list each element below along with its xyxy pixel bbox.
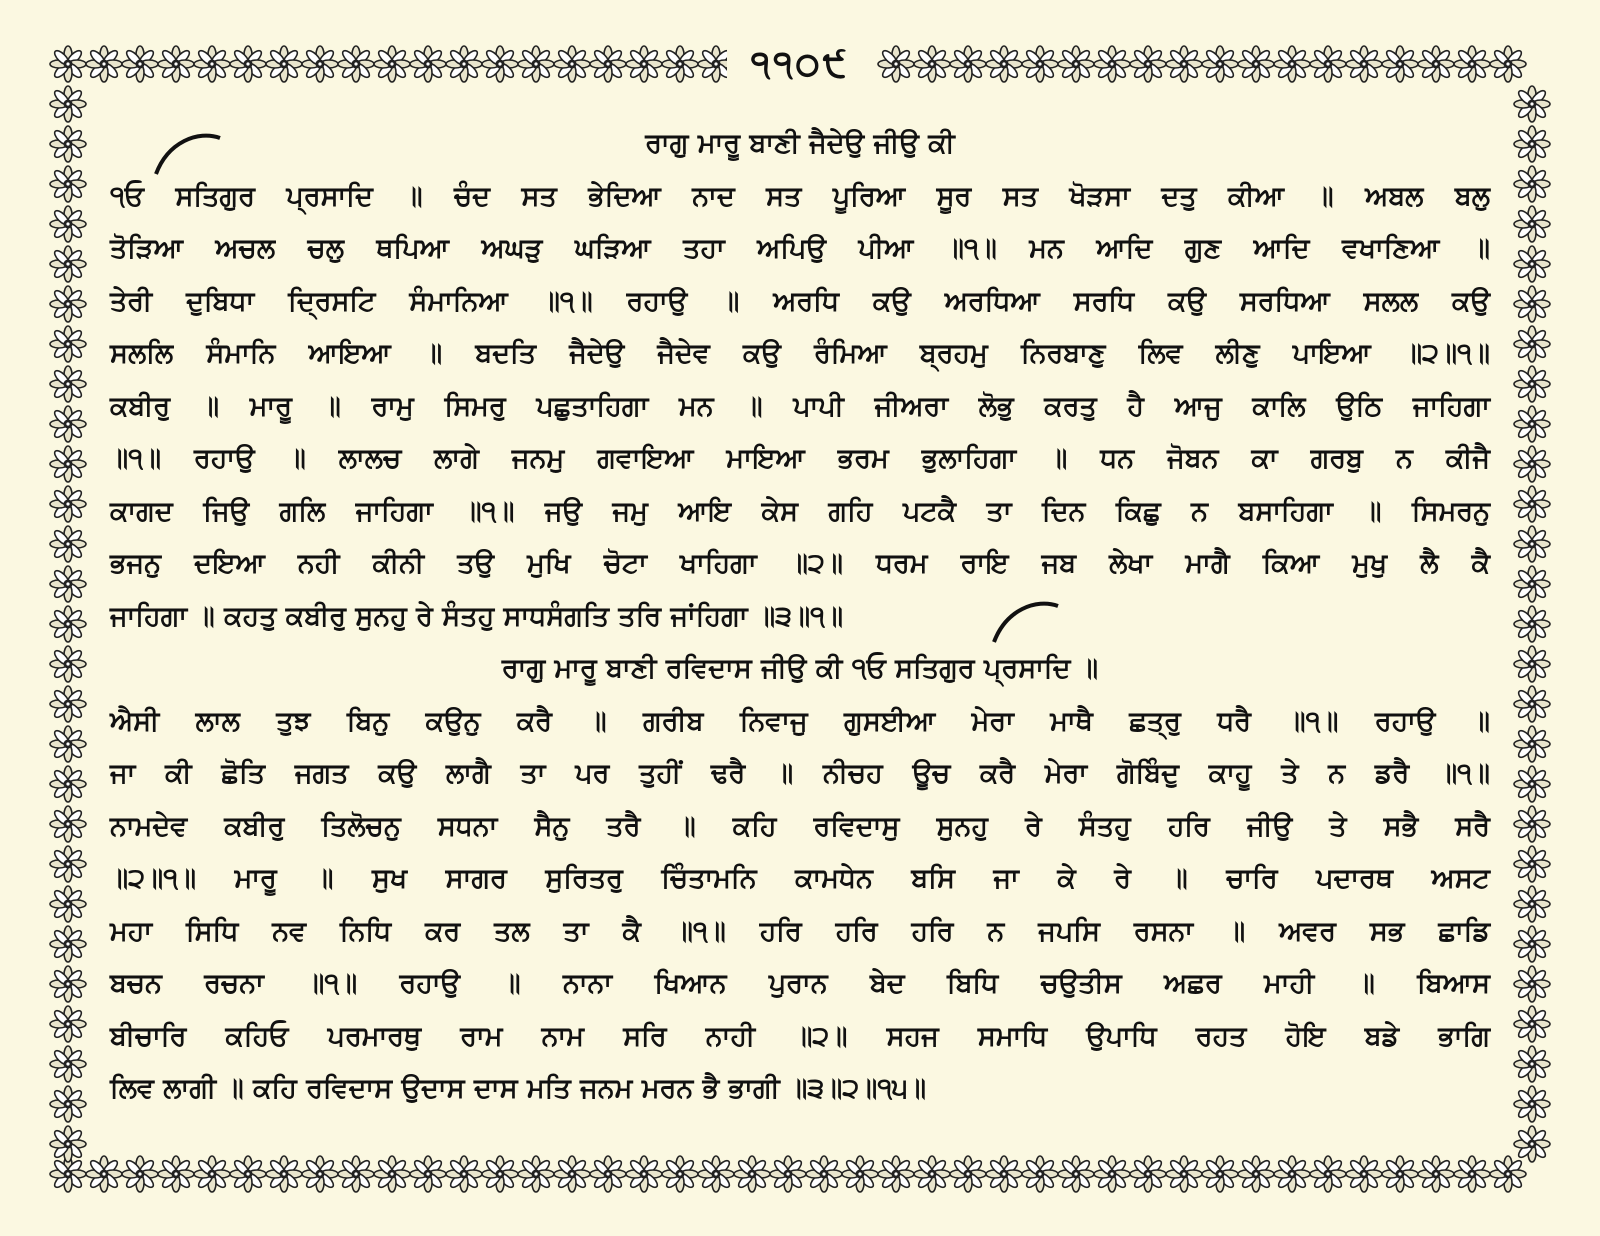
flower-ornament-icon	[86, 1156, 122, 1192]
flower-ornament-icon	[1514, 86, 1550, 122]
flower-ornament-icon	[590, 1156, 626, 1192]
flower-ornament-icon	[50, 1086, 86, 1122]
flower-ornament-icon	[50, 326, 86, 362]
flower-ornament-icon	[50, 926, 86, 962]
flower-ornament-icon	[1514, 1126, 1550, 1162]
flower-ornament-icon	[1310, 1156, 1346, 1192]
flower-ornament-icon	[50, 126, 86, 162]
flower-ornament-icon	[1514, 846, 1550, 882]
verse-line: ਸਲਲਿ ਸੰਮਾਨਿ ਆਇਆ ॥ ਬਦਤਿ ਜੈਦੇਉ ਜੈਦੇਵ ਕਉ ਰੰਮਿਆ ਬ੍ਰਹਮੁ ਨਿਰਬਾਣੁ ਲਿਵ ਲੀਣੁ ਪਾਇਆ ॥੨॥੧॥	[110, 338, 1490, 369]
flower-ornament-icon	[50, 766, 86, 802]
flower-ornament-icon	[1418, 1156, 1454, 1192]
flower-ornament-icon	[482, 1156, 518, 1192]
flower-ornament-icon	[1490, 1156, 1526, 1192]
flower-ornament-icon	[1454, 1156, 1490, 1192]
flower-ornament-icon	[1346, 1156, 1382, 1192]
flower-ornament-icon	[50, 1006, 86, 1042]
verse-line: ਬਚਨ ਰਚਨਾ ॥੧॥ ਰਹਾਉ ॥ ਨਾਨਾ ਖਿਆਨ ਪੁਰਾਨ ਬੇਦ ਬਿਧਿ ਚਉਤੀਸ ਅਛਰ ਮਾਹੀ ॥ ਬਿਆਸ	[110, 968, 1490, 999]
flower-ornament-icon	[878, 1156, 914, 1192]
flower-ornament-icon	[950, 1156, 986, 1192]
flower-ornament-icon	[1514, 606, 1550, 642]
flower-ornament-icon	[1202, 1156, 1238, 1192]
flower-ornament-icon	[1514, 1046, 1550, 1082]
flower-ornament-icon	[1058, 1156, 1094, 1192]
verse-line: ਕਾਗਦ ਜਿਉ ਗਲਿ ਜਾਹਿਗਾ ॥੧॥ ਜਉ ਜਮੁ ਆਇ ਕੇਸ ਗਹਿ ਪਟਕੈ ਤਾ ਦਿਨ ਕਿਛੁ ਨ ਬਸਾਹਿਗਾ ॥ ਸਿਮਰਨੁ	[110, 495, 1490, 527]
verse-line: ॥੨॥੧॥ ਮਾਰੂ ॥ ਸੁਖ ਸਾਗਰ ਸੁਰਿਤਰੁ ਚਿੰਤਾਮਨਿ ਕਾਮਧੇਨ ਬਸਿ ਜਾ ਕੇ ਰੇ ॥ ਚਾਰਿ ਪਦਾਰਥ ਅਸਟ	[110, 863, 1490, 894]
verse-line: ਲਿਵ ਲਾਗੀ ॥ ਕਹਿ ਰਵਿਦਾਸ ਉਦਾਸ ਦਾਸ ਮਤਿ ਜਨਮ ਮਰਨ ਭੈ ਭਾਗੀ ॥੩॥੨॥੧੫॥	[110, 1073, 927, 1104]
verse-line: ॥੧॥ ਰਹਾਉ ॥ ਲਾਲਚ ਲਾਗੇ ਜਨਮੁ ਗਵਾਇਆ ਮਾਇਆ ਭਰਮ ਭੁਲਾਹਿਗਾ ॥ ਧਨ ਜੋਬਨ ਕਾ ਗਰਬੁ ਨ ਕੀਜੈ	[110, 443, 1490, 474]
flower-ornament-icon	[1238, 1156, 1274, 1192]
verse-line: ਬੀਚਾਰਿ ਕਹਿਓ ਪਰਮਾਰਥੁ ਰਾਮ ਨਾਮ ਸਰਿ ਨਾਹੀ ॥੨॥ ਸਹਜ ਸਮਾਧਿ ਉਪਾਧਿ ਰਹਤ ਹੋਇ ਬਡੇ ਭਾਗਿ	[110, 1020, 1490, 1052]
flower-ornament-icon	[374, 1156, 410, 1192]
flower-ornament-icon	[1514, 446, 1550, 482]
verse-line: ੧ਓ ਸਤਿਗੁਰ ਪ੍ਰਸਾਦਿ ॥ ਚੰਦ ਸਤ ਭੇਦਿਆ ਨਾਦ ਸਤ ਪੂਰਿਆ ਸੂਰ ਸਤ ਖੋੜਸਾ ਦਤੁ ਕੀਆ ॥ ਅਬਲ ਬਲੁ	[110, 180, 1490, 212]
verse-line: ਜਾ ਕੀ ਛੋਤਿ ਜਗਤ ਕਉ ਲਾਗੈ ਤਾ ਪਰ ਤੁਹੀਂ ਢਰੈ ॥ ਨੀਚਹ ਊਚ ਕਰੈ ਮੇਰਾ ਗੋਬਿੰਦੁ ਕਾਹੂ ਤੇ ਨ ਡਰੈ ॥੧॥	[110, 758, 1490, 789]
flower-ornament-icon	[50, 286, 86, 322]
flower-ornament-icon	[1514, 166, 1550, 202]
flower-ornament-icon	[50, 686, 86, 722]
flower-ornament-icon	[1514, 1006, 1550, 1042]
ik-onkar-arc-icon	[988, 596, 1068, 646]
flower-ornament-icon	[626, 1156, 662, 1192]
flower-ornament-icon	[914, 1156, 950, 1192]
section-heading-ravidas: ਰਾਗੁ ਮਾਰੂ ਬਾਣੀ ਰਵਿਦਾਸ ਜੀਉ ਕੀ ੧ਓ ਸਤਿਗੁਰ ਪ੍ਰਸਾਦਿ ॥	[501, 653, 1099, 684]
flower-ornament-icon	[194, 1156, 230, 1192]
flower-ornament-icon	[50, 846, 86, 882]
flower-ornament-icon	[1514, 566, 1550, 602]
flower-ornament-icon	[554, 1156, 590, 1192]
flower-ornament-icon	[1514, 206, 1550, 242]
flower-ornament-icon	[338, 1156, 374, 1192]
flower-ornament-icon	[1514, 806, 1550, 842]
flower-ornament-icon	[1514, 366, 1550, 402]
text-body	[110, 118, 1490, 1116]
flower-ornament-icon	[50, 86, 86, 122]
flower-ornament-icon	[662, 1156, 698, 1192]
flower-ornament-icon	[1514, 1086, 1550, 1122]
flower-ornament-icon	[1514, 286, 1550, 322]
flower-ornament-icon	[50, 886, 86, 922]
flower-ornament-icon	[50, 566, 86, 602]
flower-ornament-icon	[410, 1156, 446, 1192]
verse-line: ਭਜਨੁ ਦਇਆ ਨਹੀ ਕੀਨੀ ਤਉ ਮੁਖਿ ਚੋਟਾ ਖਾਹਿਗਾ ॥੨॥ ਧਰਮ ਰਾਇ ਜਬ ਲੇਖਾ ਮਾਗੈ ਕਿਆ ਮੁਖੁ ਲੈ ਕੈ	[110, 548, 1490, 579]
flower-ornament-icon	[50, 526, 86, 562]
flower-ornament-icon	[50, 246, 86, 282]
flower-ornament-icon	[518, 1156, 554, 1192]
flower-ornament-icon	[1514, 486, 1550, 522]
flower-ornament-icon	[50, 1126, 86, 1162]
ik-onkar-arc-icon	[150, 128, 230, 178]
flower-ornament-icon	[1514, 886, 1550, 922]
flower-ornament-icon	[446, 1156, 482, 1192]
flower-ornament-icon	[1382, 1156, 1418, 1192]
verse-line: ਕਬੀਰੁ ॥ ਮਾਰੂ ॥ ਰਾਮੁ ਸਿਮਰੁ ਪਛੁਤਾਹਿਗਾ ਮਨ ॥ ਪਾਪੀ ਜੀਅਰਾ ਲੋਭੁ ਕਰਤੁ ਹੈ ਆਜੁ ਕਾਲਿ ਉਠਿ ਜਾਹਿਗਾ	[110, 390, 1490, 422]
flower-ornament-icon	[50, 806, 86, 842]
flower-ornament-icon	[158, 1156, 194, 1192]
flower-ornament-icon	[1514, 526, 1550, 562]
flower-ornament-icon	[1022, 1156, 1058, 1192]
verse-line: ਮਹਾ ਸਿਧਿ ਨਵ ਨਿਧਿ ਕਰ ਤਲ ਤਾ ਕੈ ॥੧॥ ਹਰਿ ਹਰਿ ਹਰਿ ਨ ਜਪਸਿ ਰਸਨਾ ॥ ਅਵਰ ਸਭ ਛਾਡਿ	[110, 915, 1490, 947]
flower-ornament-icon	[230, 1156, 266, 1192]
flower-ornament-icon	[1514, 966, 1550, 1002]
flower-ornament-icon	[50, 486, 86, 522]
flower-ornament-icon	[266, 1156, 302, 1192]
flower-ornament-icon	[50, 366, 86, 402]
flower-ornament-icon	[1274, 1156, 1310, 1192]
flower-ornament-icon	[50, 206, 86, 242]
flower-ornament-icon	[1514, 686, 1550, 722]
verse-line: ਜਾਹਿਗਾ ॥ ਕਹਤੁ ਕਬੀਰੁ ਸੁਨਹੁ ਰੇ ਸੰਤਹੁ ਸਾਧਸੰਗਤਿ ਤਰਿ ਜਾਂਹਿਗਾ ॥੩॥੧॥	[110, 600, 844, 632]
flower-ornament-icon	[50, 606, 86, 642]
flower-ornament-icon	[50, 406, 86, 442]
flower-ornament-icon	[842, 1156, 878, 1192]
flower-ornament-icon	[1514, 766, 1550, 802]
flower-ornament-icon	[698, 1156, 734, 1192]
flower-ornament-icon	[806, 1156, 842, 1192]
flower-ornament-icon	[50, 646, 86, 682]
flower-ornament-icon	[122, 1156, 158, 1192]
flower-ornament-icon	[1514, 246, 1550, 282]
flower-ornament-icon	[50, 1046, 86, 1082]
flower-ornament-icon	[50, 966, 86, 1002]
page-number-text: ੧੧੦੯	[727, 44, 874, 85]
verse-line: ਤੋੜਿਆ ਅਚਲ ਚਲੁ ਥਪਿਆ ਅਘੜੁ ਘੜਿਆ ਤਹਾ ਅਪਿਉ ਪੀਆ ॥੧॥ ਮਨ ਆਦਿ ਗੁਣ ਆਦਿ ਵਖਾਣਿਆ ॥	[110, 233, 1490, 264]
flower-ornament-icon	[1514, 126, 1550, 162]
page-number	[0, 44, 1600, 86]
flower-ornament-icon	[1094, 1156, 1130, 1192]
flower-ornament-icon	[1514, 646, 1550, 682]
flower-ornament-icon	[986, 1156, 1022, 1192]
verse-line: ਐਸੀ ਲਾਲ ਤੁਝ ਬਿਨੁ ਕਉਨੁ ਕਰੈ ॥ ਗਰੀਬ ਨਿਵਾਜੁ ਗੁਸਈਆ ਮੇਰਾ ਮਾਥੈ ਛਤ੍ਰੁ ਧਰੈ ॥੧॥ ਰਹਾਉ ॥	[110, 705, 1490, 737]
flower-ornament-icon	[1130, 1156, 1166, 1192]
flower-ornament-icon	[1514, 726, 1550, 762]
flower-ornament-icon	[770, 1156, 806, 1192]
flower-ornament-icon	[1514, 926, 1550, 962]
verse-line: ਤੇਰੀ ਦੁਬਿਧਾ ਦ੍ਰਿਸਟਿ ਸੰਮਾਨਿਆ ॥੧॥ ਰਹਾਉ ॥ ਅਰਧਿ ਕਉ ਅਰਧਿਆ ਸਰਧਿ ਕਉ ਸਰਧਿਆ ਸਲਲ ਕਉ	[110, 285, 1490, 317]
flower-ornament-icon	[50, 726, 86, 762]
flower-ornament-icon	[1514, 406, 1550, 442]
flower-ornament-icon	[1514, 326, 1550, 362]
section-heading-jaidev: ਰਾਗੁ ਮਾਰੂ ਬਾਣੀ ਜੈਦੇਉ ਜੀਉ ਕੀ	[645, 128, 955, 159]
verse-line: ਨਾਮਦੇਵ ਕਬੀਰੁ ਤਿਲੋਚਨੁ ਸਧਨਾ ਸੈਨੁ ਤਰੈ ॥ ਕਹਿ ਰਵਿਦਾਸੁ ਸੁਨਹੁ ਰੇ ਸੰਤਹੁ ਹਰਿ ਜੀਉ ਤੇ ਸਭੈ ਸਰੈ	[110, 810, 1490, 842]
flower-ornament-icon	[1166, 1156, 1202, 1192]
flower-ornament-icon	[50, 446, 86, 482]
flower-ornament-icon	[50, 166, 86, 202]
flower-ornament-icon	[302, 1156, 338, 1192]
flower-ornament-icon	[734, 1156, 770, 1192]
